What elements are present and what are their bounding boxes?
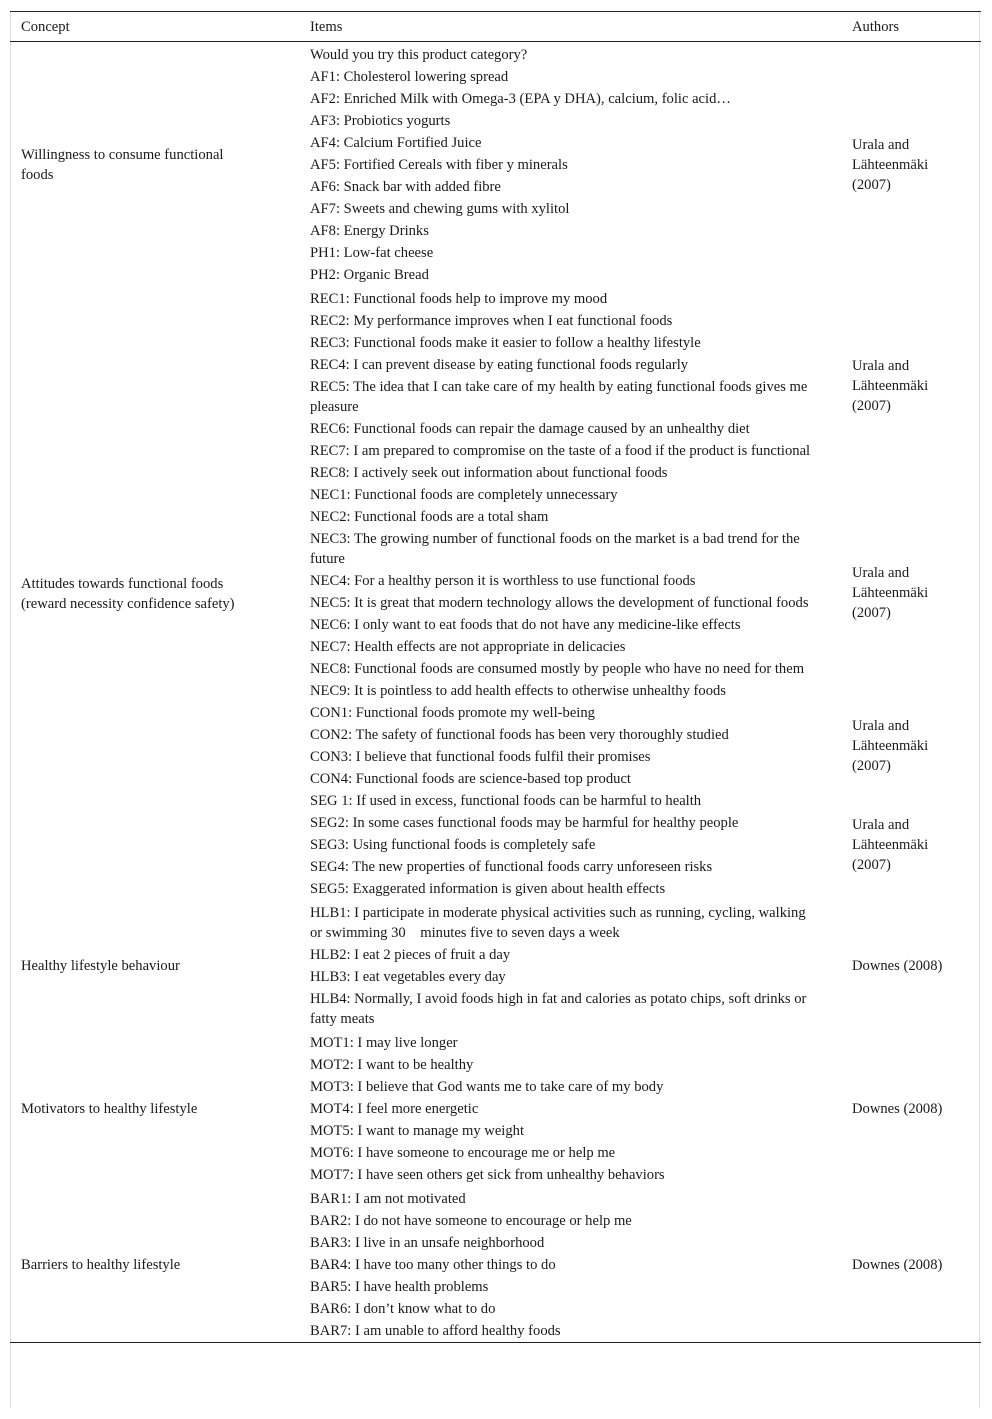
authors-cell [852,1032,977,1186]
item: MOT4: I feel more energetic [310,1101,479,1117]
subgroup-confidence [10,702,981,790]
item: NEC4: For a healthy person it is worthless to use functional foods [310,573,696,589]
item: REC2: My performance improves when I eat functional foods [310,313,673,329]
item: MOT1: I may live longer [310,1035,458,1051]
author-line: (2007) [852,758,891,774]
item: REC7: I am prepared to compromise on the taste of a food if the product is functional [310,443,811,459]
item: HLB1: I participate in moderate physical activities such as running, cycling, walking or swimming 30 minutes five to seven days a week [310,905,806,941]
item: PH2: Organic Bread [310,267,429,283]
row-barriers [10,1188,981,1343]
item: REC3: Functional foods make it easier to follow a healthy lifestyle [310,335,701,351]
item: BAR7: I am unable to afford healthy foods [310,1323,561,1339]
item: HLB4: Normally, I avoid foods high in fat and calories as potato chips, soft drinks or fatty meats [310,991,807,1027]
item: SEG4: The new properties of functional foods carry unforeseen risks [310,859,713,875]
authors-cell [852,790,977,900]
item: MOT7: I have seen others get sick from unhealthy behaviors [310,1167,665,1183]
item: HLB3: I eat vegetables every day [310,969,506,985]
item: AF5: Fortified Cereals with fiber y minerals [310,157,568,173]
author-line: (2007) [852,177,891,193]
item: REC1: Functional foods help to improve my mood [310,291,608,307]
author-line: Lähteenmäki [852,157,929,173]
item: MOT2: I want to be healthy [310,1057,474,1073]
item: MOT6: I have someone to encourage me or help me [310,1145,616,1161]
items-cell [310,702,820,790]
item: SEG5: Exaggerated information is given about health effects [310,881,666,897]
authors-cell [852,902,977,1030]
item: REC6: Functional foods can repair the damage caused by an unhealthy diet [310,421,750,437]
item: NEC9: It is pointless to add health effects to otherwise unhealthy foods [310,683,726,699]
item: NEC5: It is great that modern technology allows the development of functional foods [310,595,809,611]
item: MOT3: I believe that God wants me to take care of my body [310,1079,664,1095]
item: CON1: Functional foods promote my well-being [310,705,595,721]
items-cell [310,484,820,702]
items-cell [310,44,820,286]
item: CON2: The safety of functional foods has been very thoroughly studied [310,727,729,743]
header-items: Items [310,19,343,35]
author-line: Downes (2008) [852,1101,943,1117]
item: NEC6: I only want to eat foods that do not have any medicine-like effects [310,617,741,633]
item: HLB2: I eat 2 pieces of fruit a day [310,947,511,963]
item: PH1: Low-fat cheese [310,245,434,261]
items-cell [310,1032,820,1186]
item: BAR5: I have health problems [310,1279,489,1295]
measurement-table [10,11,981,1343]
concept-line: Willingness to consume functional [21,147,224,163]
authors-cell [852,702,977,790]
concept-cell [21,44,261,286]
items-cell [310,790,820,900]
items-cell [310,1188,820,1342]
item: BAR1: I am not motivated [310,1191,466,1207]
author-line: Urala and [852,817,910,833]
author-line: Urala and [852,718,910,734]
author-line: Downes (2008) [852,958,943,974]
item: REC4: I can prevent disease by eating functional foods regularly [310,357,689,373]
item: REC5: The idea that I can take care of my health by eating functional foods gives me pleasure [310,379,808,415]
item: NEC7: Health effects are not appropriate in delicacies [310,639,626,655]
authors-cell [852,484,977,702]
row-willingness [10,44,981,286]
item: BAR2: I do not have someone to encourage or help me [310,1213,632,1229]
concept-line: Motivators to healthy lifestyle [21,1101,198,1117]
subgroup-necessity [10,484,981,702]
item: AF4: Calcium Fortified Juice [310,135,482,151]
author-line: Lähteenmäki [852,837,929,853]
item: AF2: Enriched Milk with Omega-3 (EPA y DHA), calcium, folic acid… [310,91,731,107]
author-line: Lähteenmäki [852,378,929,394]
author-line: (2007) [852,857,891,873]
table-header [10,11,981,42]
item: AF8: Energy Drinks [310,223,429,239]
author-line: Urala and [852,358,910,374]
items-cell [310,288,820,484]
header-authors: Authors [852,19,900,35]
author-line: Urala and [852,137,910,153]
authors-cell [852,288,977,484]
item: NEC3: The growing number of functional foods on the market is a bad trend for the future [310,531,800,567]
item: AF3: Probiotics yogurts [310,113,451,129]
item: AF1: Cholesterol lowering spread [310,69,509,85]
item: NEC1: Functional foods are completely unnecessary [310,487,618,503]
concept-cell [21,1188,261,1342]
row-healthy-lifestyle [10,902,981,1030]
concept-line: foods [21,167,54,183]
concept-line: Healthy lifestyle behaviour [21,958,180,974]
author-line: Urala and [852,565,910,581]
item: MOT5: I want to manage my weight [310,1123,524,1139]
row-attitudes [10,288,981,900]
item: NEC2: Functional foods are a total sham [310,509,549,525]
item: SEG2: In some cases functional foods may be harmful for healthy people [310,815,739,831]
concept-line: Attitudes towards functional foods [21,576,224,592]
author-line: Downes (2008) [852,1257,943,1273]
item: REC8: I actively seek out information about functional foods [310,465,668,481]
item: AF7: Sweets and chewing gums with xylitol [310,201,570,217]
item: CON4: Functional foods are science-based top product [310,771,631,787]
author-line: (2007) [852,398,891,414]
item: CON3: I believe that functional foods fulfil their promises [310,749,651,765]
item: BAR4: I have too many other things to do [310,1257,556,1273]
author-line: Lähteenmäki [852,738,929,754]
author-line: Lähteenmäki [852,585,929,601]
concept-cell [21,1032,261,1186]
authors-cell [852,44,977,286]
item: BAR6: I don’t know what to do [310,1301,496,1317]
row-motivators [10,1032,981,1186]
item: BAR3: I live in an unsafe neighborhood [310,1235,545,1251]
subgroup-reward [10,288,981,484]
authors-cell [852,1188,977,1342]
concept-line: (reward necessity confidence safety) [21,596,235,612]
item: SEG3: Using functional foods is completely safe [310,837,596,853]
item: Would you try this product category? [310,47,528,63]
concept-line: Barriers to healthy lifestyle [21,1257,181,1273]
header-concept: Concept [21,19,70,35]
author-line: (2007) [852,605,891,621]
subgroup-safety [10,790,981,900]
item: AF6: Snack bar with added fibre [310,179,501,195]
item: NEC8: Functional foods are consumed mostly by people who have no need for them [310,661,805,677]
item: SEG 1: If used in excess, functional foods can be harmful to health [310,793,702,809]
items-cell [310,902,820,1030]
concept-cell [21,902,261,1030]
